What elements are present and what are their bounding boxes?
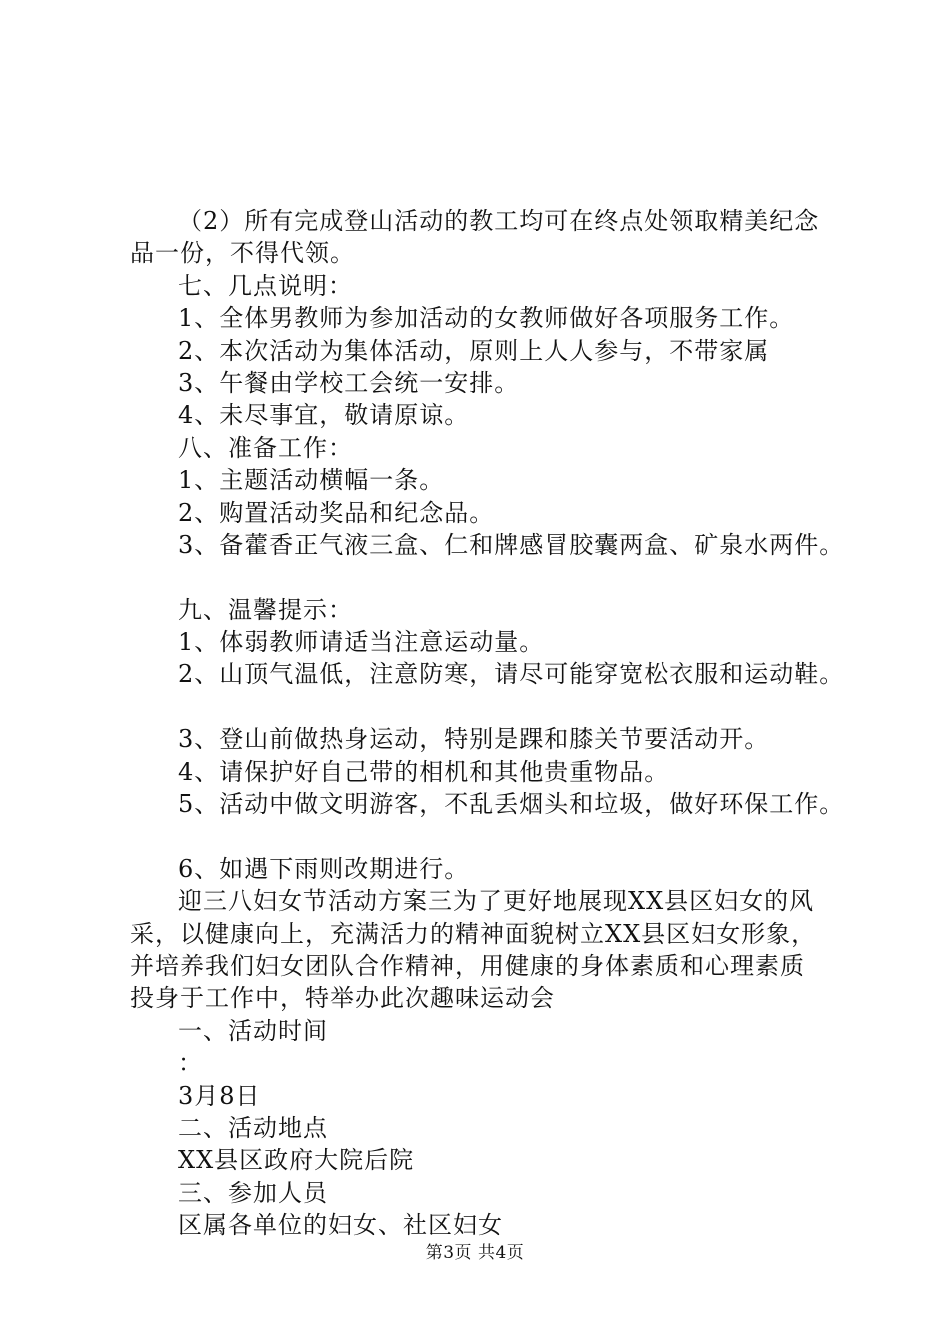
list-item: 3、备藿香正气液三盒、仁和牌感冒胶囊两盒、矿泉水两件。 <box>178 530 845 559</box>
list-item: 1、主题活动横幅一条。 <box>178 466 445 495</box>
section-heading: 一、活动时间 <box>178 1016 328 1045</box>
list-item: 1、全体男教师为参加活动的女教师做好各项服务工作。 <box>178 304 795 333</box>
list-item: 3、午餐由学校工会统一安排。 <box>178 368 520 397</box>
paragraph-line: 3月8日 <box>178 1081 261 1110</box>
paragraph-line: 采，以健康向上，充满活力的精神面貌树立XX县区妇女形象， <box>130 919 817 948</box>
list-item: 2、本次活动为集体活动，原则上人人参与，不带家属 <box>178 336 770 365</box>
paragraph-line: 区属各单位的妇女、社区妇女 <box>178 1211 503 1240</box>
section-heading: 二、活动地点 <box>178 1113 328 1142</box>
paragraph-line: ： <box>178 1049 203 1078</box>
section-heading: 七、几点说明： <box>178 271 353 300</box>
blank-line <box>130 691 850 723</box>
blank-line <box>130 820 850 852</box>
page-number-footer: 第3页 共4页 <box>425 1243 525 1263</box>
paragraph-line: 迎三八妇女节活动方案三为了更好地展现XX县区妇女的风 <box>178 887 815 916</box>
paragraph-line: （2）所有完成登山活动的教工均可在终点处领取精美纪念 <box>178 207 820 235</box>
section-heading: 八、准备工作： <box>178 433 353 462</box>
paragraph-line: 投身于工作中，特举办此次趣味运动会 <box>130 984 555 1013</box>
list-item: 5、活动中做文明游客，不乱丢烟头和垃圾，做好环保工作。 <box>178 790 845 819</box>
list-item: 4、未尽事宜，敬请原谅。 <box>178 401 470 430</box>
section-heading: 九、温馨提示： <box>178 595 353 624</box>
document-body <box>130 205 850 1242</box>
blank-line <box>130 561 850 593</box>
paragraph-line: 并培养我们妇女团队合作精神，用健康的身体素质和心理素质 <box>130 951 805 980</box>
paragraph-line: XX县区政府大院后院 <box>178 1146 415 1175</box>
paragraph-line: 品一份，不得代领。 <box>130 239 355 268</box>
list-item: 6、如遇下雨则改期进行。 <box>178 854 470 883</box>
list-item: 4、请保护好自己带的相机和其他贵重物品。 <box>178 757 670 786</box>
section-heading: 三、参加人员 <box>178 1178 328 1207</box>
list-item: 2、购置活动奖品和纪念品。 <box>178 498 495 527</box>
list-item: 2、山顶气温低，注意防寒，请尽可能穿宽松衣服和运动鞋。 <box>178 660 845 689</box>
list-item: 1、体弱教师请适当注意运动量。 <box>178 628 545 657</box>
list-item: 3、登山前做热身运动，特别是踝和膝关节要活动开。 <box>178 725 770 754</box>
